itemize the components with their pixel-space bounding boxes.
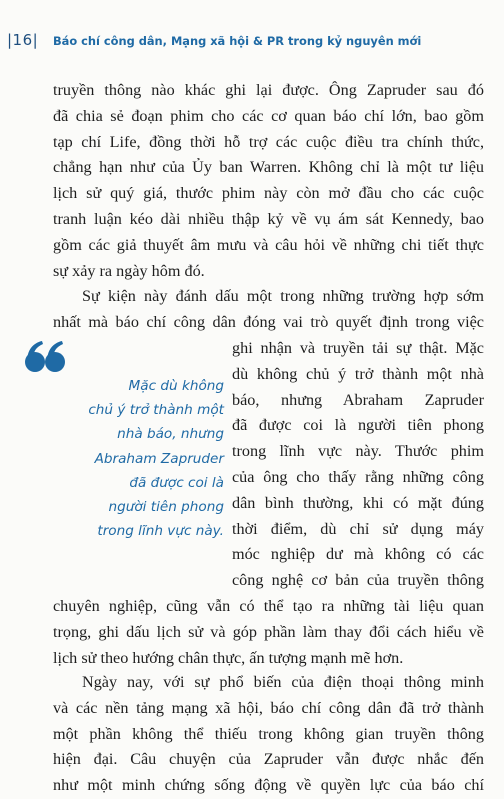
text-line: của ông cho thấy rằng những công [232, 467, 484, 486]
text-line: một phần không thể thiếu trong không gian truyền thông [53, 724, 484, 743]
text-line: dân bình thường, khi có mặt đúng [232, 493, 484, 512]
pull-quote-line: Abraham Zapruder [94, 450, 224, 467]
text-line: hiện đại. Câu chuyện của Zapruder vẫn được nhắc đến [53, 750, 484, 769]
text-line: truyền thông nào khác ghi lại được. Ông Zapruder sau đó [53, 81, 484, 99]
text-line: chẳng hạn như của Ủy ban Warren. Không chỉ là một tư liệu [53, 158, 484, 177]
quote-icon [24, 340, 66, 378]
paragraph-3 [53, 670, 484, 799]
paragraph-2-tail [53, 594, 484, 671]
text-line: tạp chí Life, đồng thời hỗ trợ các cuộc điều tra chính thức, [53, 132, 484, 151]
text-line: lịch sử quý giá, thước phim này còn mở đầu cho các cuộc [53, 184, 484, 203]
pull-quote-line: trong lĩnh vực này. [97, 523, 224, 540]
paragraph-1 [53, 78, 484, 284]
text-line: thời điểm, dù chỉ sử dụng máy [232, 519, 484, 538]
running-title: Báo chí công dân, Mạng xã hội & PR trong kỷ nguyên mới [53, 34, 422, 48]
pull-quote-line: nhà báo, nhưng [117, 426, 224, 443]
text-line: Ngày nay, với sự phổ biến của điện thoại thông minh [82, 673, 484, 691]
text-line: ghi nhận và truyền tải sự thật. Mặc [232, 339, 484, 357]
text-line: gồm các giả thuyết âm mưu và câu hỏi về những chi tiết thực [53, 235, 484, 254]
page-number: |16| [7, 31, 39, 49]
pull-quote-line: chủ ý trở thành một [88, 402, 224, 419]
text-line: báo, nhưng Abraham Zapruder [232, 390, 484, 409]
text-line: đã chia sẻ đoạn phim cho các cơ quan báo chí lớn, bao gồm [53, 106, 484, 125]
text-line: dù không chủ ý trở thành một nhà [232, 364, 484, 383]
text-line: nhất mà báo chí công dân đóng vai trò quyết định trong việc [53, 312, 484, 331]
pull-quote-line: người tiên phong [108, 499, 224, 516]
text-line: trong lĩnh vực này. Thước phim [232, 442, 484, 461]
pull-quote-line: Mặc dù không [128, 378, 224, 394]
text-line: lịch sử theo hướng chân thực, ấn tượng mạnh mẽ hơn. [53, 648, 404, 667]
text-line: chuyên nghiệp, cũng vẫn có thể tạo ra những tài liệu quan [53, 597, 484, 615]
pull-quote [28, 374, 224, 543]
paragraph-2-opening [53, 284, 484, 336]
text-line: trọng, ghi dấu lịch sử và góp phần làm thay đổi cách hiểu về [53, 622, 484, 641]
text-line: như một minh chứng sống động về quyền lực của báo chí [53, 776, 484, 795]
pull-quote-line: đã được coi là [129, 474, 224, 491]
text-line: sự xảy ra ngày hôm đó. [53, 261, 205, 280]
text-line: Sự kiện này đánh dấu một trong những trường hợp sớm [82, 287, 484, 305]
text-line: đã được coi là người tiên phong [232, 416, 484, 435]
text-line: và các nền tảng mạng xã hội, báo chí công dân đã trở thành [53, 698, 484, 717]
text-line: tranh luận kéo dài nhiều thập kỷ về vụ ám sát Kennedy, bao [53, 209, 484, 228]
text-line: công nghệ cơ bản của truyền thông [232, 571, 484, 590]
page-header [0, 0, 504, 70]
paragraph-2-wrapped [232, 336, 484, 594]
text-line: móc nghiệp dư mà không có các [232, 545, 484, 564]
